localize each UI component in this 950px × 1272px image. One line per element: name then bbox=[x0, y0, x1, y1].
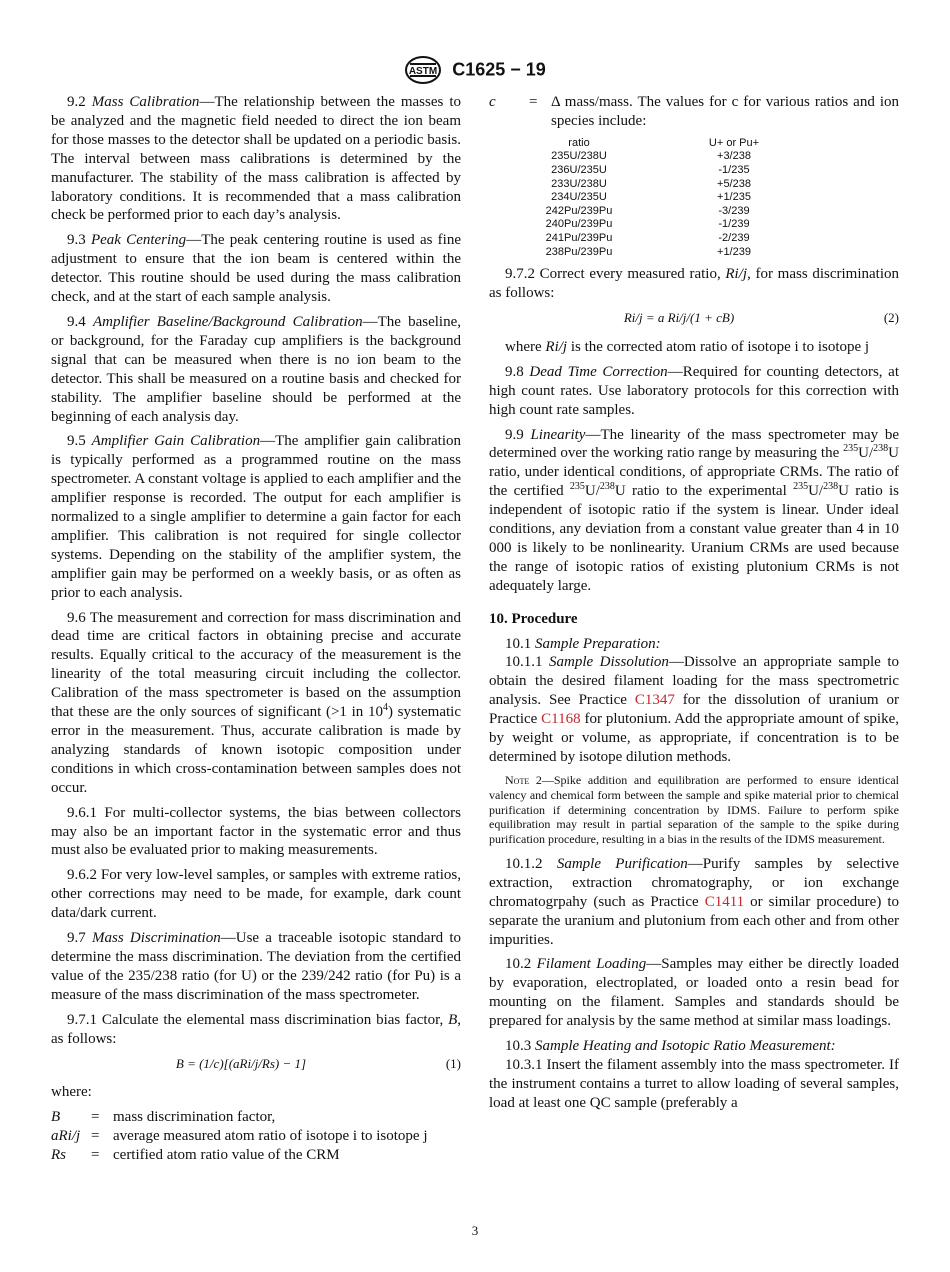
ratio-cell: 236U/235U bbox=[551, 164, 607, 176]
variable-row: B = mass discrimination factor, bbox=[51, 1109, 276, 1126]
link-c1168[interactable]: C1168 bbox=[541, 711, 581, 728]
svg-text:ASTM: ASTM bbox=[409, 66, 438, 77]
section-9-4: 9.4 Amplifier Baseline/Background Calibration—The baseline, or background, for the Faraday cup amplifiers is the background signal that can be measured when there is no ion beam to the detector. This shall be measured on a routine basis and checked for stability. The amplifier baseline should be performed at the beginning of each analysis day. bbox=[51, 313, 462, 425]
right-column bbox=[489, 93, 899, 1119]
ratio-cell: 233U/238U bbox=[551, 177, 607, 190]
ratio-value-cell: -2/239 bbox=[718, 231, 750, 244]
where-corrected: where Ri/j is the corrected atom ratio of isotope i to isotope j bbox=[505, 338, 870, 355]
page-number: 3 bbox=[471, 1223, 479, 1238]
ratio-cell: 235U/238U bbox=[551, 150, 607, 163]
equation-1-number: (1) bbox=[445, 1055, 461, 1071]
section-9-7-2: 9.7.2 Correct every measured ratio, Ri/j, for mass discrimination as follows: bbox=[489, 266, 899, 302]
equation-2-formula: Ri/j = a Ri/j/(1 + cB) bbox=[623, 309, 735, 325]
ratio-cell: 238Pu/239Pu bbox=[545, 245, 613, 258]
ratio-value-cell: +1/239 bbox=[717, 245, 751, 258]
variable-row: Rs = certified atom ratio value of the CRM bbox=[51, 1147, 340, 1164]
ratio-table-row bbox=[539, 164, 809, 178]
section-heading-procedure: 10. Procedure bbox=[489, 610, 578, 627]
ratio-value-cell: -3/239 bbox=[718, 204, 750, 217]
ratio-table-row bbox=[539, 150, 809, 164]
variable-row: aRi/j = average measured atom ratio of isotope i to isotope j bbox=[51, 1128, 428, 1145]
page-header bbox=[0, 55, 950, 85]
variable-list bbox=[51, 1108, 461, 1165]
where-label: where: bbox=[51, 1084, 92, 1101]
ratio-table-row bbox=[539, 232, 809, 246]
ratio-table-row bbox=[539, 205, 809, 219]
section-9-8: 9.8 Dead Time Correction—Required for counting detectors, at high count rates. Use laboratory protocols for this correction with high count rate samples. bbox=[489, 363, 900, 418]
ratio-table-row bbox=[539, 246, 809, 260]
section-9-3: 9.3 Peak Centering—The peak centering routine is used as fine adjustment to ensure that the ion beam is centered within the detector. This routine should be used during the mass calibration check, and at the start of each sample analysis. bbox=[51, 232, 461, 306]
ratio-value-cell: +3/238 bbox=[717, 150, 751, 163]
ratio-cell: 241Pu/239Pu bbox=[545, 231, 613, 244]
equation-1 bbox=[51, 1055, 461, 1074]
section-10-1-1: 10.1.1 Sample Dissolution—Dissolve an appropriate sample to obtain the desired filament loading for the mass spectrometric analysis. See Practice C1347 for the dissolution of uranium or Practice C1168 for plutonium. Add the appropriate amount of spike, by weight or volume, as appropriate, if concentration is to be determined by isotope dilution methods. bbox=[489, 654, 899, 765]
equation-1-formula: B = (1/c)[(aRi/j/Rs) − 1] bbox=[175, 1055, 307, 1071]
section-9-6-1: 9.6.1 For multi-collector systems, the bias between collectors may also be an important factor in the systematic error and thus must also be evaluated prior to making measurements. bbox=[51, 804, 461, 859]
section-10-1-2: 10.1.2 Sample Purification—Purify samples by selective extraction, extraction chromatography, or ion exchange chromatogrpahy (such as Practice C1411 or similar procedure) to separate the uranium and plutonium from each other and from other impurities. bbox=[489, 855, 900, 948]
equation-2 bbox=[489, 309, 899, 328]
section-9-7-1: 9.7.1 Calculate the elemental mass discrimination bias factor, B, as follows: bbox=[51, 1011, 461, 1047]
ratio-table-header: ratio U+ or Pu+ bbox=[568, 136, 760, 149]
section-9-5: 9.5 Amplifier Gain Calibration—The amplifier gain calibration is typically performed as a programmed routine on the mass spectrometer. A constant voltage is applied to each amplifier and the amplifier response is recorded. The output for each amplifier is normalized to a single amplifier to determine a gain factor for each amplifier. This calibration is not required for single collector systems. Depending on the stability of the amplifier system, the amplifier gain may be performed on a weekly basis, or as often as prior to each analysis. bbox=[51, 433, 462, 601]
astm-logo-icon bbox=[404, 55, 442, 85]
section-9-6-2: 9.6.2 For very low-level samples, or samples with extreme ratios, other corrections may need to be made, for example, dark count data/dark current. bbox=[51, 867, 461, 922]
section-10-1: 10.1 Sample Preparation: bbox=[505, 635, 661, 652]
section-9-9: 9.9 Linearity—The linearity of the mass spectrometer may be determined over the working ratio range by measuring the $^{235}$U/$^{238}$U ratio, under identical conditions, of appropriate CRMs. The ratio of the certified $^{235}$U/$^{238}$U ratio to the experimental $^{235}$U/$^{238}$U ratio is independent of isotopic ratio if the system is linear. Under ideal conditions, any deviation from a constant value greater than 4 in 10 000 is likely to be nonlinearity. Uranium CRMs are used because the range of isotopic ratios of existing plutonium CRMs is not adequately large. bbox=[489, 426, 900, 594]
ratio-value-cell: -1/239 bbox=[718, 218, 750, 231]
ratio-cell: 234U/235U bbox=[551, 191, 607, 204]
ratio-value-cell: -1/235 bbox=[718, 164, 750, 176]
ratio-table-row bbox=[539, 178, 809, 192]
left-column bbox=[51, 93, 461, 1169]
note-2: Note 2—Spike addition and equilibration are performed to ensure identical valency and chemical form between the sample and spike material prior to chemical purification if determining concentration by IDMS. Failure to perform spike equilibration may result in partial separation of the sample to the spike during purification procedure, resulting in a bias in the results of the IDMS measurement. bbox=[489, 772, 899, 847]
section-9-2: 9.2 Mass Calibration—The relationship between the masses to be analyzed and the magnetic field needed to direct the ion beam for those masses to the detector shall be updated on a periodic basis. The interval between mass calibrations is determined by the manufacturer. The stability of the mass calibration is affected by laboratory conditions. It is recommended that a mass calibration check be performed prior to each day’s analysis. bbox=[51, 94, 462, 224]
ratio-cell: 242Pu/239Pu bbox=[545, 204, 613, 217]
section-10-3-1: 10.3.1 Insert the filament assembly into the mass spectrometer. If the instrument contains a turret to allow loading of several samples, load at least one QC sample (preferably a bbox=[489, 1056, 899, 1111]
equation-2-number: (2) bbox=[883, 309, 899, 325]
link-c1411[interactable]: C1411 bbox=[704, 893, 745, 910]
ratio-table-row bbox=[539, 218, 809, 232]
designation: C1625 − 19 bbox=[452, 59, 546, 80]
ratio-cell: 240Pu/239Pu bbox=[545, 218, 613, 231]
section-10-2: 10.2 Filament Loading—Samples may either be directly loaded by evaporation, electroplated, or loaded onto a resin bead for mounting on the filament. Samples and standards should be prepared for analysis by the same method at similar mass loadings. bbox=[489, 956, 899, 1030]
section-10-3: 10.3 Sample Heating and Isotopic Ratio Measurement: bbox=[505, 1038, 836, 1055]
section-9-7: 9.7 Mass Discrimination—Use a traceable isotopic standard to determine the mass discrimination. The deviation from the certified value of the 235/238 ratio (for U) or the 239/242 ratio (for Pu) is a measure of the mass discrimination of the mass spectrometer. bbox=[51, 930, 461, 1003]
ratio-value-cell: +1/235 bbox=[717, 191, 751, 204]
ratio-value-cell: +5/238 bbox=[717, 177, 751, 190]
ratio-table-row bbox=[539, 191, 809, 205]
link-c1347[interactable]: C1347 bbox=[634, 692, 675, 709]
c-definition: c = Δ mass/mass. The values for c for various ratios and ion species include: bbox=[489, 94, 899, 129]
ratio-table bbox=[539, 137, 809, 259]
section-9-6: 9.6 The measurement and correction for mass discrimination and dead time are critical factors in obtaining precise and accurate results. Equally critical to the accuracy of the measurement is the linearity of the total measuring circuit including the collector. Calibration of the mass spectrometer is based on the assumption that these are the only sources of significant (>1 in $10^4$) systematic error in the measurement. Thus, accurate calibration is made by analyzing standards of known isotopic composition under conditions in which cross-contamination between samples does not occur. bbox=[51, 609, 461, 796]
